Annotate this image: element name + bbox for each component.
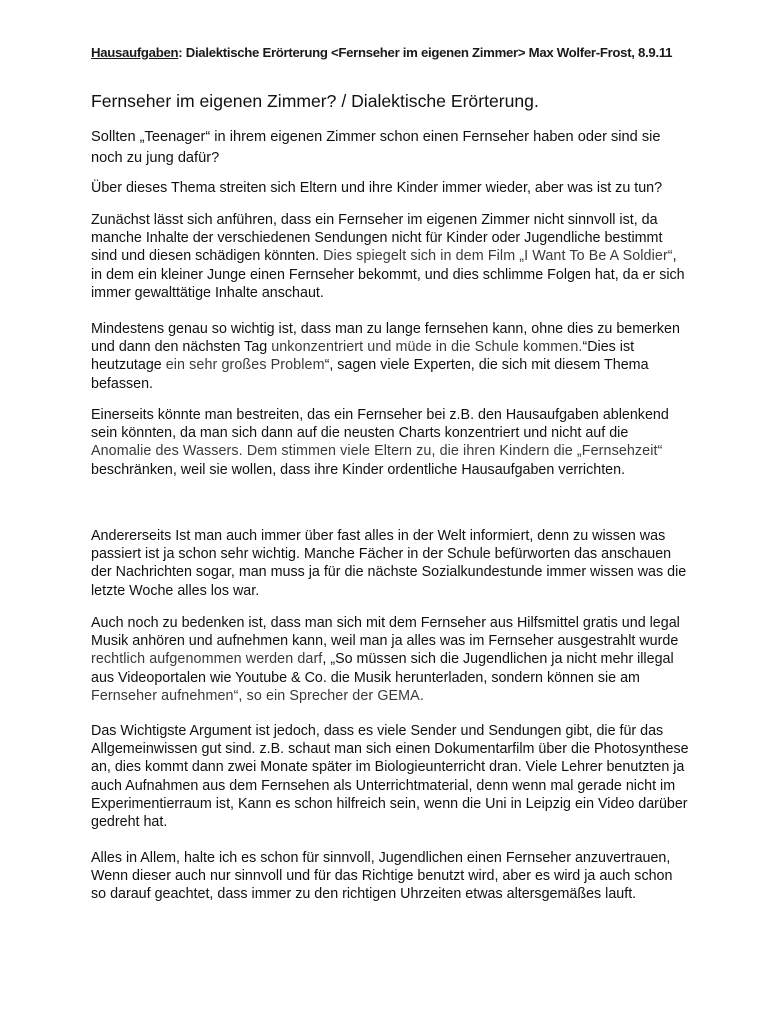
paragraph-text: unkonzentriert und müde in die Schule kommen. bbox=[271, 339, 583, 356]
paragraph-counter-2 bbox=[91, 614, 691, 705]
header-text: : Dialektische Erörterung <Fernseher im eigenen Zimmer> Max Wolfer-Frost, 8.9.11 bbox=[178, 45, 673, 60]
paragraph-text: beschränken, weil sie wollen, dass ihre Kinder ordentliche Hausaufgaben verrichten. bbox=[91, 461, 626, 478]
paragraph-argument-1 bbox=[91, 211, 691, 302]
paragraph-text: “Dies ist heutzutage bbox=[91, 339, 635, 374]
paragraph-text: Auch noch zu bedenken ist, dass man sich mit dem Fernseher aus Hilfsmittel gratis und legal Musik anhören und aufnehmen kann, weil man ja alles was im Fernseher ausgestrahlt wurde bbox=[91, 615, 680, 650]
paragraph-argument-3 bbox=[91, 406, 691, 479]
paragraph-counter-1: Andererseits Ist man auch immer über fast alles in der Welt informiert, denn zu wissen was passiert ist ja schon sehr wichtig. Manche Fächer in der Schule befürworten das anschauen der Nachrichten sogar, man muss ja für die nächste Sozialkundestunde immer wissen was die letzte Woche alles los war. bbox=[91, 528, 687, 599]
paragraph-text: “, sagen viele Experten, die sich mit diesem Thema befassen. bbox=[91, 357, 649, 392]
paragraph-text: Fernseher aufnehmen“, so ein Sprecher der GEMA. bbox=[91, 687, 424, 704]
paragraph-text: , in dem ein kleiner Junge einen Fernseher bekommt, und dies schlimme Folgen hat, da er sich immer gewalttätige Inhalte anschaut. bbox=[91, 248, 685, 301]
paragraph-counter-3: Das Wichtigste Argument ist jedoch, dass es viele Sender und Sendungen gibt, die für das Allgemeinwissen gut sind. z.B. schaut man sich einen Dokumentarfilm über die Photosynthese an, dies kommt dann zwei Monate später im Biologieunterricht dran. Viele Lehrer benutzten ja auch Aufnahmen aus dem Fernsehen als Unterrichtmaterial, denn wenn mal gerade nicht im Experimentierraum ist, Kann es schon hilfreich sein, wenn die Uni in Leipzig ein Video darüber gedreht hat. bbox=[91, 723, 689, 831]
paragraph-text: , „So müssen sich die Jugendlichen ja nicht mehr illegal aus Videoportalen wie Youtube & Co. die Musik herunterladen, sondern können sie am bbox=[91, 651, 674, 686]
paragraph-conclusion: Alles in Allem, halte ich es schon für sinnvoll, Jugendlichen einen Fernseher anzuvertrauen, Wenn dieser auch nur sinnvoll und für das Richtige benutzt wird, aber es wird ja auch schon so darauf geachtet, dass immer zu den richtigen Uhrzeiten etwas altersgemäßes lauft. bbox=[91, 850, 673, 903]
paragraph-text: Mindestens genau so wichtig ist, dass man zu lange fernsehen kann, ohne dies zu bemerken und dann den nächsten Tag bbox=[91, 321, 680, 356]
paragraph-intro: Über dieses Thema streiten sich Eltern und ihre Kinder immer wieder, aber was ist zu tun? bbox=[91, 180, 663, 196]
paragraph-text: Einerseits könnte man bestreiten, das ein Fernseher bei z.B. den Hausaufgaben ablenkend sein könnten, da man sich dann auf die neusten Charts konzentriert und nicht auf die bbox=[91, 407, 669, 442]
document-title: Fernseher im eigenen Zimmer? / Dialektische Erörterung. bbox=[91, 91, 539, 111]
paragraph-text: ein sehr großes Problem bbox=[165, 357, 325, 374]
paragraph-text: rechtlich aufgenommen werden darf bbox=[91, 651, 323, 668]
paragraph-text: Dies spiegelt sich in dem Film „I Want To Be A Soldier“ bbox=[323, 248, 673, 265]
document-header bbox=[91, 45, 672, 60]
paragraph-text: Zunächst lässt sich anführen, dass ein Fernseher im eigenen Zimmer nicht sinnvoll ist, da manche Inhalte der verschiedenen Sendungen nicht für Kinder oder Jugendliche bestimmt sind und diesen schädigen könnten. bbox=[91, 212, 663, 265]
paragraph-argument-2 bbox=[91, 320, 691, 393]
header-label: Hausaufgaben bbox=[91, 45, 179, 60]
lead-question: Sollten „Teenager“ in ihrem eigenen Zimmer schon einen Fernseher haben oder sind sie noch zu jung dafür? bbox=[91, 129, 661, 166]
paragraph-text: Anomalie des Wassers. Dem stimmen viele Eltern zu, die ihren Kindern die „Fernsehzeit“ bbox=[91, 443, 663, 460]
